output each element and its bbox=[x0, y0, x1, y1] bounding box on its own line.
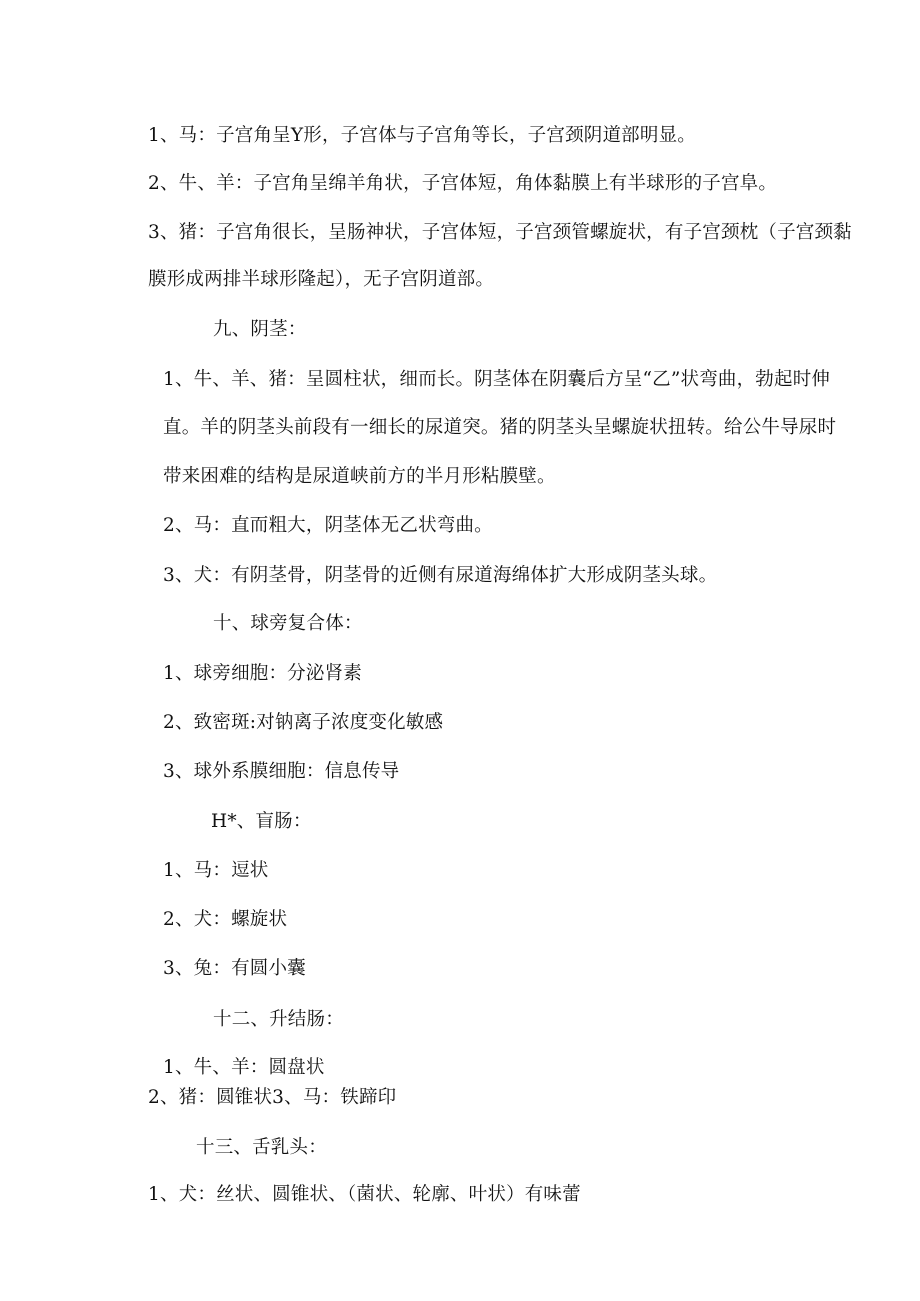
section-heading-ascending-colon: 十二、升结肠： bbox=[213, 1009, 344, 1030]
penis-item-2: 2、马：直而粗大，阴茎体无乙状弯曲。 bbox=[163, 515, 493, 536]
uterus-item-3-line-1: 3、猪：子宫角很长，呈肠神状，子宫体短，子宫颈管螺旋状，有子宫颈枕（子宫颈黏 bbox=[148, 222, 852, 243]
cecum-item-2: 2、犬：螺旋状 bbox=[163, 909, 288, 930]
penis-item-1-line-2: 直。羊的阴茎头前段有一细长的尿道突。猪的阴茎头呈螺旋状扭转。给公牛导尿时 bbox=[163, 417, 837, 438]
juxtaglomerular-item-3: 3、球外系膜细胞：信息传导 bbox=[163, 761, 400, 782]
section-heading-cecum: H*、盲肠： bbox=[211, 811, 312, 832]
section-heading-penis: 九、阴茎： bbox=[213, 319, 307, 340]
uterus-item-3-line-2: 膜形成两排半球形隆起），无子宫阴道部。 bbox=[148, 269, 495, 290]
penis-item-1-line-3: 带来困难的结构是尿道峡前方的半月形粘膜壁。 bbox=[163, 466, 556, 487]
tongue-papillae-item-1: 1、犬：丝状、圆锥状、（菌状、轮廓、叶状）有味蕾 bbox=[148, 1184, 581, 1205]
section-heading-juxtaglomerular: 十、球旁复合体： bbox=[213, 613, 363, 634]
juxtaglomerular-item-2: 2、致密斑:对钠离子浓度变化敏感 bbox=[163, 712, 444, 733]
juxtaglomerular-item-1: 1、球旁细胞：分泌肾素 bbox=[163, 663, 362, 684]
uterus-item-2: 2、牛、羊：子宫角呈绵羊角状，子宫体短，角体黏膜上有半球形的子宫阜。 bbox=[148, 173, 778, 194]
ascending-colon-item-2-3: 2、猪：圆锥状3、马：铁蹄印 bbox=[148, 1087, 397, 1108]
cecum-item-3: 3、兔：有圆小囊 bbox=[163, 958, 306, 979]
cecum-item-1: 1、马：逗状 bbox=[163, 860, 269, 881]
penis-item-1-line-1: 1、牛、羊、猪：呈圆柱状，细而长。阴茎体在阴囊后方呈“乙”状弯曲，勃起时伸 bbox=[163, 369, 831, 390]
section-heading-tongue-papillae: 十三、舌乳头： bbox=[196, 1137, 327, 1158]
uterus-item-1: 1、马：子宫角呈Y形，子宫体与子宫角等长，子宫颈阴道部明显。 bbox=[148, 125, 696, 146]
ascending-colon-item-1: 1、牛、羊：圆盘状 bbox=[163, 1057, 325, 1078]
penis-item-3: 3、犬：有阴茎骨，阴茎骨的近侧有尿道海绵体扩大形成阴茎头球。 bbox=[163, 565, 718, 586]
